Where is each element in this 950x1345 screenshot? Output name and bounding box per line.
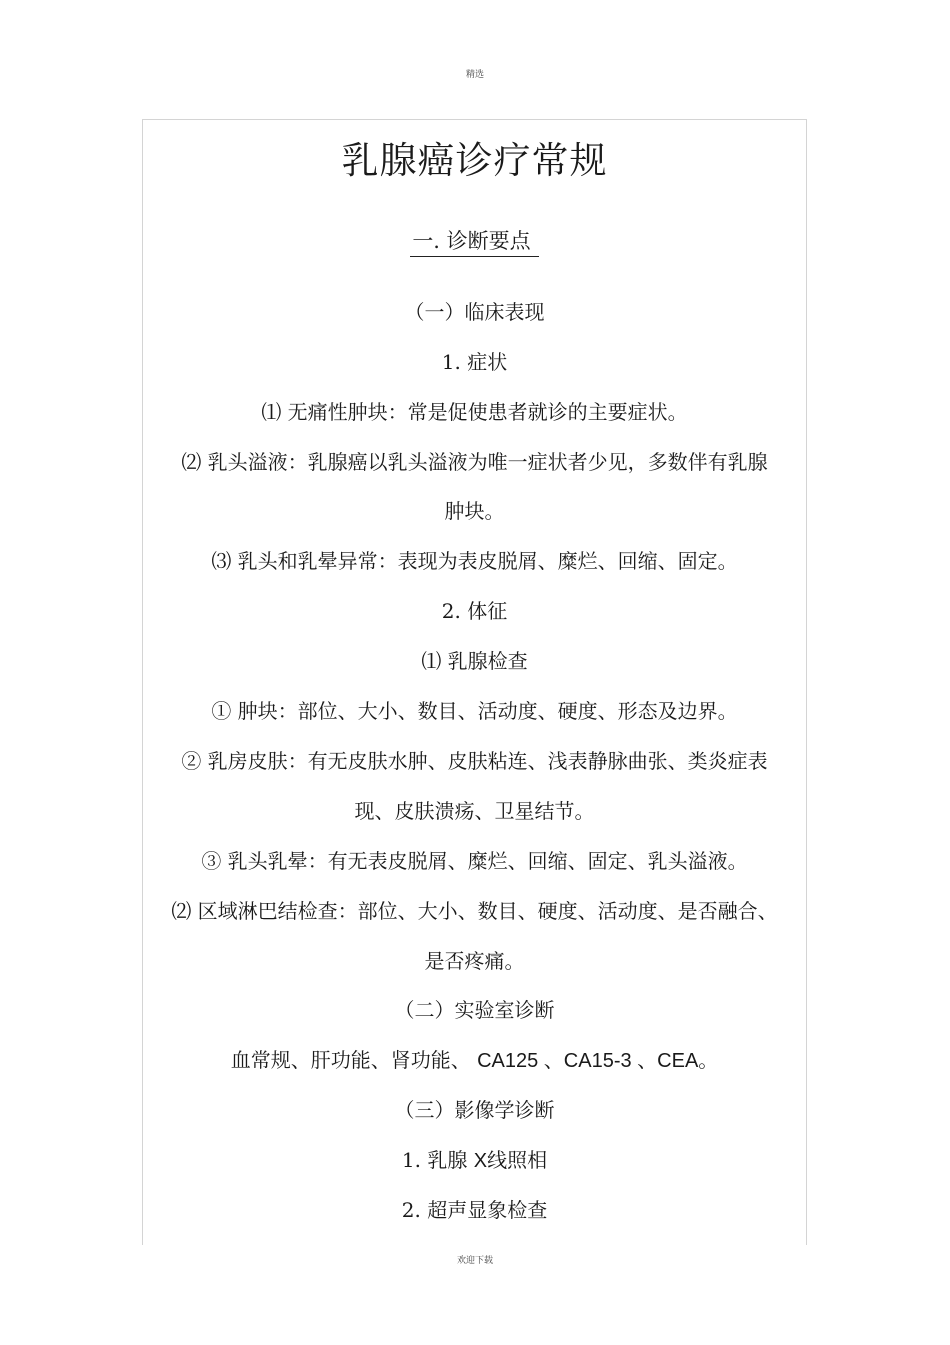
lab-text (142, 1046, 807, 1075)
header-watermark: 精选 (465, 70, 484, 80)
lymph-exam-line-2: 是否疼痛。 (424, 949, 525, 973)
symptom-item-1: ⑴ 无痛性肿块：常是促使患者就诊的主要症状。 (261, 400, 688, 424)
symptom-item-2-line-1: ⑵ 乳头溢液：乳腺癌以乳头溢液为唯一症状者少见，多数伴有乳腺 (181, 450, 768, 474)
lymph-exam-line-1: ⑵ 区域淋巴结检查：部位、大小、数目、硬度、活动度、是否融合、 (171, 899, 778, 923)
sign-item-1: ① 肿块：部位、大小、数目、活动度、硬度、形态及边界。 (211, 699, 738, 723)
symptom-item-2-line-2: 肿块。 (444, 499, 505, 523)
sign-item-3: ③ 乳头乳晕：有无表皮脱屑、糜烂、回缩、固定、乳头溢液。 (201, 849, 748, 873)
imaging-heading: （三）影像学诊断 (394, 1098, 555, 1122)
imaging-item-1 (142, 1146, 807, 1175)
section-heading-text: 一. 诊断要点 (410, 226, 538, 257)
lab-text-basic: 血常规、肝功能、肾功能、 (230, 1048, 471, 1072)
footer-watermark: 欢迎下载 (456, 1256, 493, 1266)
clinical-heading: （一）临床表现 (404, 300, 545, 324)
imaging-item-1-prefix: 1. 乳腺 (401, 1148, 468, 1172)
document-title: 乳腺癌诊疗常规 (341, 139, 608, 182)
sign-item-2-line-1: ② 乳房皮肤：有无皮肤水肿、皮肤粘连、浅表静脉曲张、类炎症表 (181, 749, 768, 773)
sign-item-2-line-2: 现、皮肤溃疡、卫星结节。 (354, 799, 595, 823)
lab-text-markers: CA125 、CA15-3 、CEA (477, 1050, 699, 1072)
imaging-item-1-x: X (473, 1150, 488, 1172)
signs-heading: 2. 体征 (441, 599, 508, 623)
page-frame (142, 119, 807, 1245)
imaging-item-1-suffix: 线照相 (487, 1148, 548, 1172)
section-heading-diagnosis (142, 226, 807, 257)
symptoms-heading: 1. 症状 (441, 350, 508, 374)
symptom-item-3: ⑶ 乳头和乳晕异常：表现为表皮脱屑、糜烂、回缩、固定。 (211, 549, 738, 573)
imaging-item-2: 2. 超声显象检查 (401, 1198, 548, 1222)
lab-text-end: 。 (698, 1048, 719, 1072)
lab-heading: （二）实验室诊断 (394, 998, 555, 1022)
breast-exam-heading: ⑴ 乳腺检查 (421, 649, 528, 673)
